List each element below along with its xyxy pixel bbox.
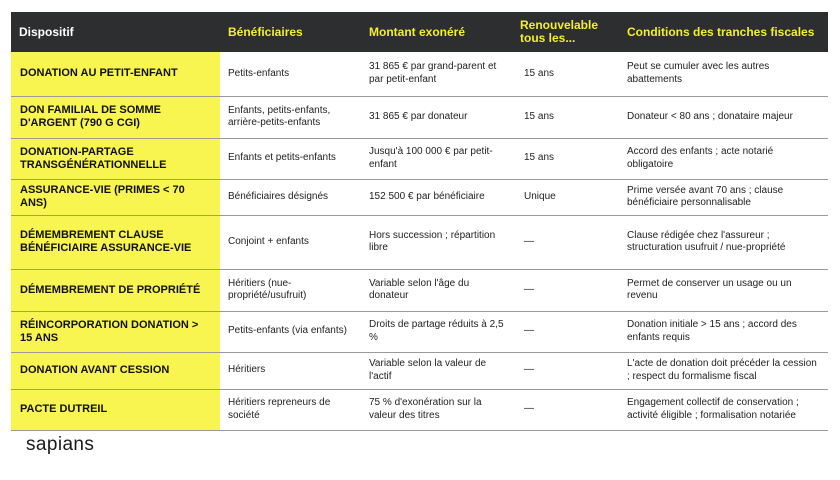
table-row <box>11 352 828 389</box>
table-row <box>11 389 828 430</box>
header-conditions: Conditions des tranches fiscales <box>619 12 828 52</box>
cell-renouvelable: 15 ans <box>524 152 555 164</box>
cell-beneficiaires: Héritiers <box>228 364 266 376</box>
cell-dispositif: DONATION-PARTAGE TRANSGÉNÉRATIONNELLE <box>11 138 220 179</box>
cell-conditions: Donation initiale > 15 ans ; accord des enfants requis <box>627 319 797 343</box>
cell-montant: 31 865 € par donateur <box>369 110 468 122</box>
cell-dispositif: DONATION AU PETIT-ENFANT <box>11 52 220 96</box>
cell-dispositif: PACTE DUTREIL <box>11 389 220 430</box>
cell-montant: 75 % d'exonération sur la valeur des titres <box>369 397 482 421</box>
table-row <box>11 96 828 138</box>
cell-conditions: Clause rédigée chez l'assureur ; structuration usufruit / nue-propriété <box>627 229 786 253</box>
cell-dispositif: DON FAMILIAL DE SOMME D'ARGENT (790 G CGI) <box>11 96 220 138</box>
cell-dispositif: DÉMEMBREMENT CLAUSE BÉNÉFICIAIRE ASSURANCE-VIE <box>11 215 220 269</box>
cell-dispositif: RÉINCORPORATION DONATION > 15 ANS <box>11 311 220 352</box>
cell-beneficiaires: Héritiers (nue-propriété/usufruit) <box>228 277 307 301</box>
cell-renouvelable: 15 ans <box>524 110 555 122</box>
cell-renouvelable: — <box>524 364 534 376</box>
cell-renouvelable: — <box>524 403 534 415</box>
header-beneficiaires: Bénéficiaires <box>220 12 361 52</box>
header-row <box>11 12 828 52</box>
cell-beneficiaires: Conjoint + enfants <box>228 235 309 247</box>
table-container <box>11 12 828 431</box>
cell-conditions: Donateur < 80 ans ; donataire majeur <box>627 110 793 122</box>
cell-montant: Variable selon l'âge du donateur <box>369 277 470 301</box>
table-row <box>11 52 828 96</box>
table-body <box>11 52 828 430</box>
table-row <box>11 269 828 311</box>
sapians-logo: sapians <box>26 434 95 455</box>
tax-exemption-table <box>11 12 828 431</box>
header-montant-exonere: Montant exonéré <box>361 12 512 52</box>
cell-dispositif: ASSURANCE-VIE (PRIMES < 70 ANS) <box>11 179 220 215</box>
cell-renouvelable: 15 ans <box>524 67 555 79</box>
cell-beneficiaires: Enfants, petits-enfants, arrière-petits-enfants <box>228 104 331 128</box>
cell-montant: Droits de partage réduits à 2,5 % <box>369 319 504 343</box>
table-row <box>11 179 828 215</box>
header-renouvelable: Renouvelable tous les... <box>512 12 619 52</box>
cell-montant: 31 865 € par grand-parent et par petit-enfant <box>369 61 497 85</box>
header-dispositif: Dispositif <box>11 12 220 52</box>
cell-dispositif: DÉMEMBREMENT DE PROPRIÉTÉ <box>11 269 220 311</box>
cell-conditions: Permet de conserver un usage ou un revenu <box>627 277 792 301</box>
cell-conditions: Peut se cumuler avec les autres abattements <box>627 61 770 85</box>
cell-montant: Variable selon la valeur de l'actif <box>369 358 487 382</box>
cell-renouvelable: Unique <box>524 190 556 202</box>
cell-renouvelable: — <box>524 283 534 295</box>
table-row <box>11 311 828 352</box>
cell-renouvelable: — <box>524 325 534 337</box>
table-header <box>11 12 828 52</box>
cell-dispositif: DONATION AVANT CESSION <box>11 352 220 389</box>
cell-conditions: Accord des enfants ; acte notarié obligatoire <box>627 146 774 170</box>
cell-beneficiaires: Petits-enfants <box>228 67 290 79</box>
cell-montant: 152 500 € par bénéficiaire <box>369 190 485 202</box>
table-row <box>11 138 828 179</box>
cell-montant: Jusqu'à 100 000 € par petit-enfant <box>369 146 493 170</box>
cell-beneficiaires: Bénéficiaires désignés <box>228 190 329 202</box>
cell-beneficiaires: Enfants et petits-enfants <box>228 152 336 164</box>
cell-montant: Hors succession ; répartition libre <box>369 229 496 253</box>
cell-beneficiaires: Petits-enfants (via enfants) <box>228 325 347 337</box>
cell-beneficiaires: Héritiers repreneurs de société <box>228 397 331 421</box>
cell-conditions: Engagement collectif de conservation ; activité éligible ; formalisation notariée <box>627 397 799 421</box>
cell-renouvelable: — <box>524 235 534 247</box>
cell-conditions: Prime versée avant 70 ans ; clause bénéficiaire personnalisable <box>627 184 784 208</box>
table-row <box>11 215 828 269</box>
cell-conditions: L'acte de donation doit précéder la cession ; respect du formalisme fiscal <box>627 358 817 382</box>
